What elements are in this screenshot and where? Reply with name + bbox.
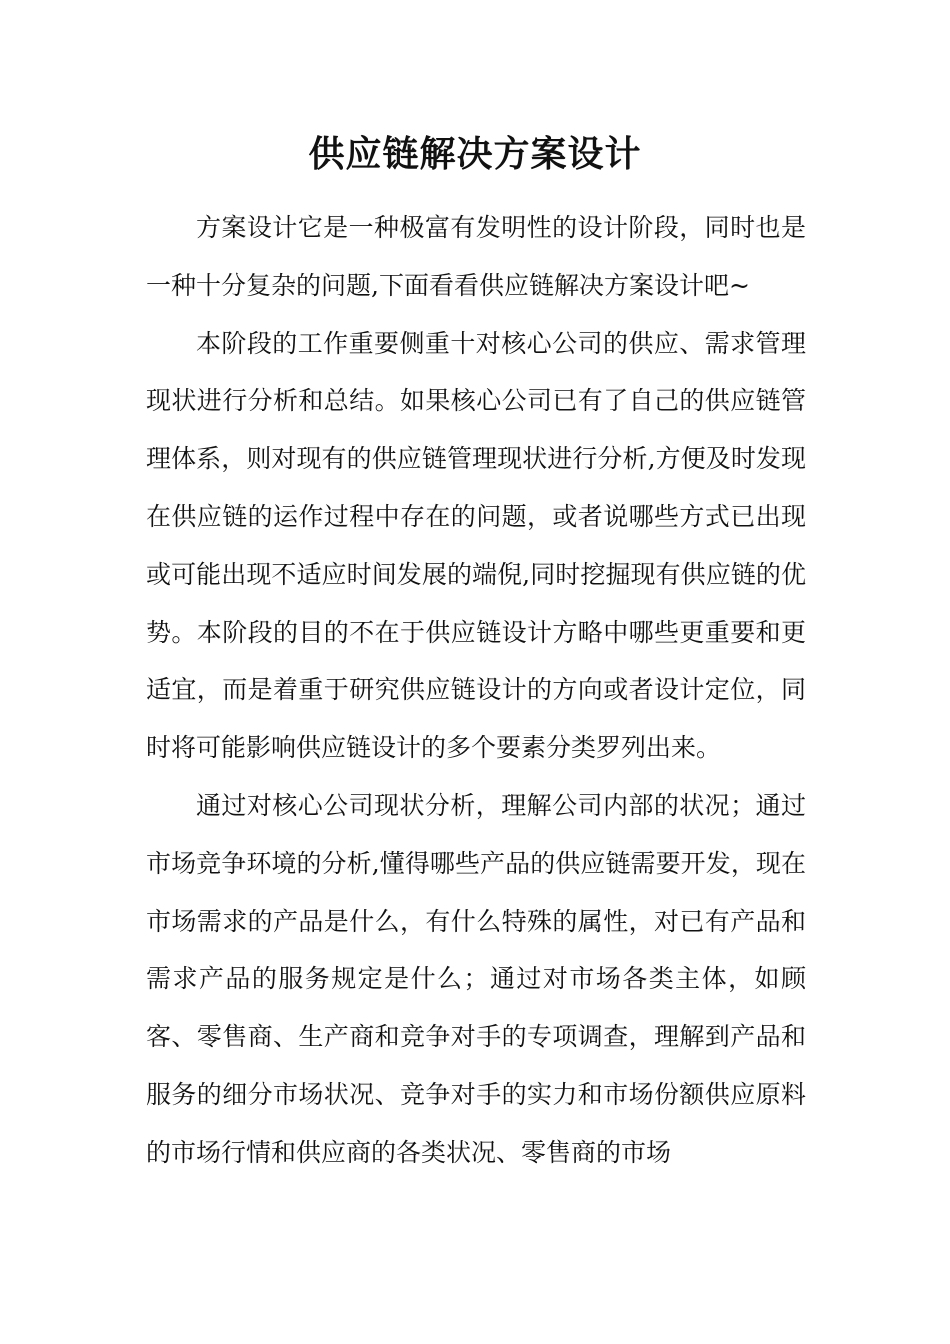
paragraph-intro: 方案设计它是一种极富有发明性的设计阶段，同时也是一种十分复杂的问题,下面看看供应链解决方案设计吧~: [146, 213, 806, 300]
document-body: [146, 199, 806, 1182]
page-title: 供应链解决方案设计: [308, 133, 642, 175]
paragraph-market-research: 通过对核心公司现状分析，理解公司内部的状况；通过市场竞争环境的分析,懂得哪些产品的供应链需要开发，现在市场需求的产品是什么，有什么特殊的属性，对已有产品和需求产品的服务规定是什么；通过对市场各类主体，如顾客、零售商、生产商和竞争对手的专项调查，理解到产品和服务的细分市场状况、竞争对手的实力和市场份额供应原料的市场行情和供应商的各类状况、零售商的市场: [146, 790, 806, 1167]
paragraph-analysis-stage: 本阶段的工作重要侧重十对核心公司的供应、需求管理现状进行分析和总结。如果核心公司已有了自己的供应链管理体系，则对现有的供应链管理现状进行分析,方便及时发现在供应链的运作过程中存在的问题，或者说哪些方式已出现或可能出现不适应时间发展的端倪,同时挖掘现有供应链的优势。本阶段的目的不在于供应链设计方略中哪些更重要和更适宜，而是着重于研究供应链设计的方向或者设计定位，同时将可能影响供应链设计的多个要素分类罗列出来。: [146, 328, 806, 763]
